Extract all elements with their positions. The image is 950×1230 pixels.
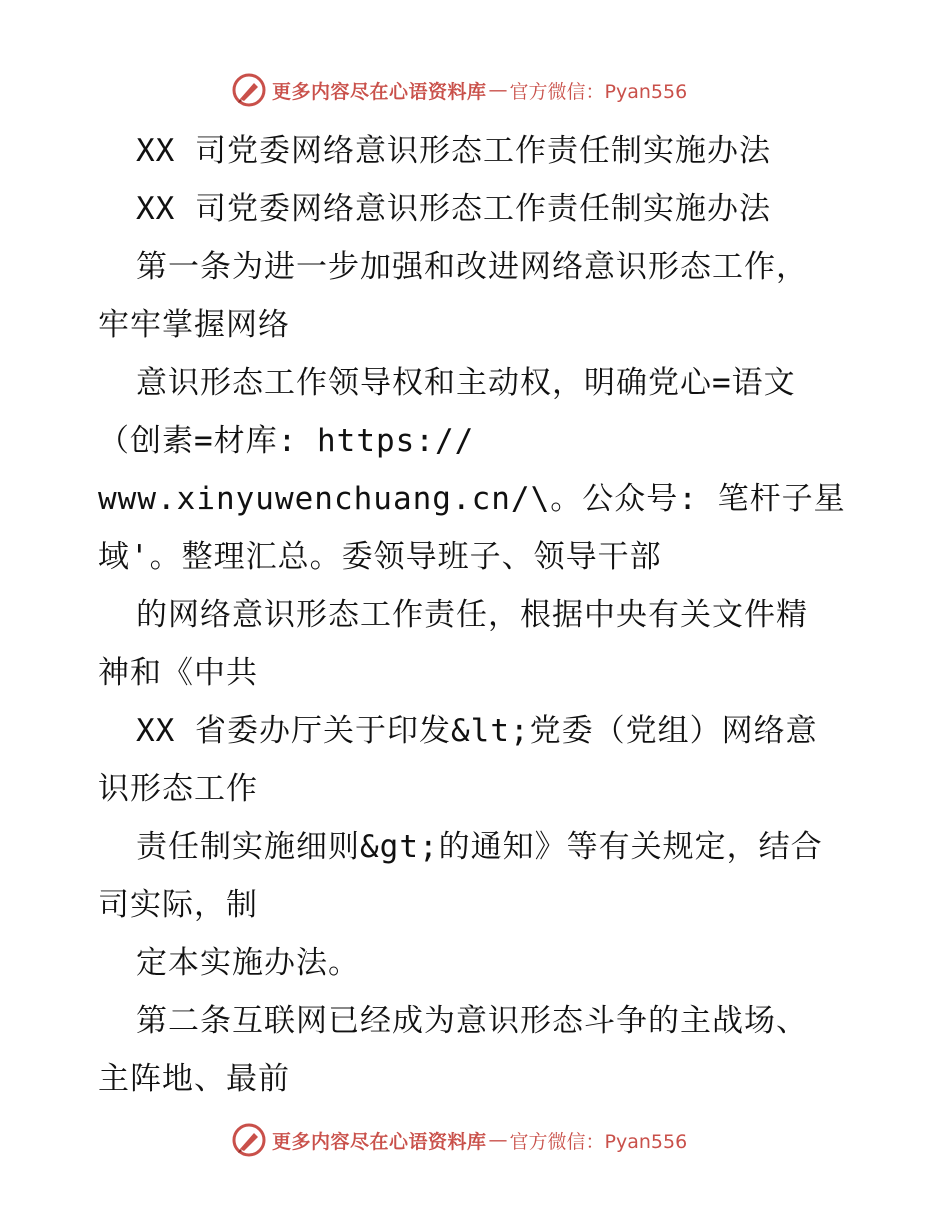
text-line: 第二条互联网已经成为意识形态斗争的主战场、 (136, 1003, 808, 1039)
text-line: 主阵地、最前 (98, 1061, 290, 1097)
header-watermark-banner (232, 72, 687, 108)
banner-title: 更多内容尽在心语资料库 (272, 80, 487, 103)
text-line: 司实际，制 (98, 887, 258, 923)
text-line: 牢牢掌握网络 (98, 307, 290, 343)
text-line: 神和《中共 (98, 655, 258, 691)
text-line: 意识形态工作领导权和主动权，明确党心=语文 (136, 365, 796, 401)
banner-separator: — (488, 1129, 508, 1151)
text-line: 定本实施办法。 (136, 945, 360, 981)
text-line: 第一条为进一步加强和改进网络意识形态工作， (136, 249, 808, 285)
document-title-repeat: XX 司党委网络意识形态工作责任制实施办法 (136, 191, 771, 227)
text-line: XX 省委办厅关于印发&lt;党委（党组）网络意 (136, 713, 818, 749)
text-line: 的网络意识形态工作责任，根据中央有关文件精 (136, 597, 808, 633)
document-title: XX 司党委网络意识形态工作责任制实施办法 (136, 133, 771, 169)
banner-account: 官方微信：Pyan556 (509, 80, 688, 103)
pen-logo-icon (232, 1123, 266, 1157)
pen-logo-icon (232, 73, 266, 107)
text-line: 识形态工作 (98, 771, 258, 807)
text-line: 域'。整理汇总。委领导班子、领导干部 (98, 539, 662, 575)
document-body (98, 122, 898, 1108)
banner-account: 官方微信：Pyan556 (509, 1130, 688, 1153)
text-line: （创素=材库: https:// (98, 423, 475, 459)
text-line: 责任制实施细则&gt;的通知》等有关规定，结合 (136, 829, 823, 865)
banner-title: 更多内容尽在心语资料库 (272, 1130, 487, 1153)
text-line: www.xinyuwenchuang.cn/\。公众号: 笔杆子星 (98, 481, 846, 517)
banner-separator: — (488, 79, 508, 101)
footer-watermark-banner (232, 1122, 687, 1158)
